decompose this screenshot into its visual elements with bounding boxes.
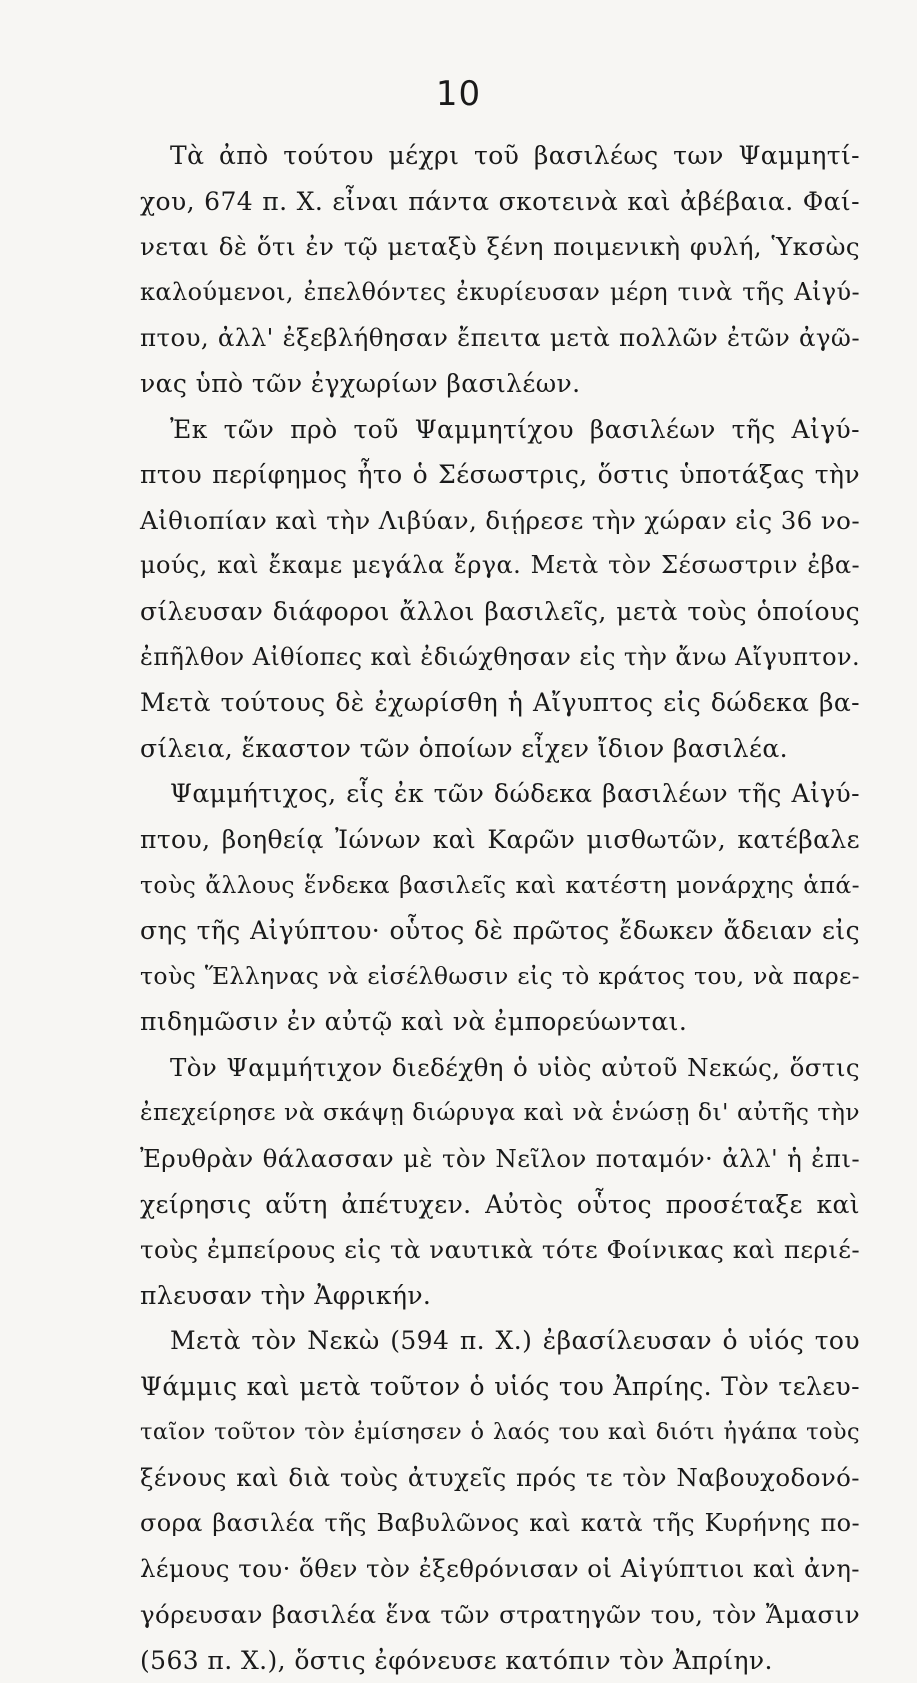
text-line: Μετὰ τὸν Νεκὼ (594 π. Χ.) ἐβασίλευσαν ὁ υἱός του xyxy=(170,1326,860,1356)
text-line: ταῖον τοῦτον τὸν ἐμίσησεν ὁ λαός του καὶ διότι ἠγάπα τοὺς xyxy=(140,1418,860,1445)
text-line: ἐπῆλθον Αἰθίοπες καὶ ἐδιώχθησαν εἰς τὴν ἄνω Αἴγυπτον. xyxy=(140,642,860,671)
text-line: Τὰ ἀπὸ τούτου μέχρι τοῦ βασιλέως των Ψαμμητί- xyxy=(170,141,860,170)
text-line: (563 π. Χ.), ὅστις ἐφόνευσε κατόπιν τὸν Ἀπρίην. xyxy=(140,1645,773,1675)
text-line: μούς, καὶ ἔκαμε μεγάλα ἔργα. Μετὰ τὸν Σέσωστριν ἐβα- xyxy=(140,551,860,580)
text-line: πιδημῶσιν ἐν αὐτῷ καὶ νὰ ἐμπορεύωνται. xyxy=(140,1007,688,1037)
text-line: πτου, βοηθείᾳ Ἰώνων καὶ Καρῶν μισθωτῶν, κατέβαλε xyxy=(140,824,860,854)
text-line: Μετὰ τούτους δὲ ἐχωρίσθη ἡ Αἴγυπτος εἰς δώδεκα βα- xyxy=(140,688,860,718)
text-line: καλούμενοι, ἐπελθόντες ἐκυρίευσαν μέρη τινὰ τῆς Αἰγύ- xyxy=(140,277,860,306)
text-line: χείρησις αὕτη ἀπέτυχεν. Αὐτὸς οὗτος προσέταξε καὶ xyxy=(140,1189,860,1219)
text-line: Τὸν Ψαμμήτιχον διεδέχθη ὁ υἱὸς αὐτοῦ Νεκώς, ὅστις xyxy=(170,1052,860,1082)
text-line: ξένους καὶ διὰ τοὺς ἀτυχεῖς πρός τε τὸν Ναβουχοδονό- xyxy=(140,1463,860,1493)
text-line: σορα βασιλέα τῆς Βαβυλῶνος καὶ κατὰ τῆς Κυρήνης πο- xyxy=(140,1508,860,1537)
text-line: τοὺς Ἕλληνας νὰ εἰσέλθωσιν εἰς τὸ κράτος του, νὰ παρε- xyxy=(140,961,860,990)
text-line: πτου, ἀλλ' ἐξεβλήθησαν ἔπειτα μετὰ πολλῶν ἐτῶν ἀγῶ- xyxy=(140,323,860,353)
text-line: σης τῆς Αἰγύπτου· οὗτος δὲ πρῶτος ἔδωκεν ἄδειαν εἰς xyxy=(140,916,860,946)
text-line: πτου περίφημος ἦτο ὁ Σέσωστρις, ὅστις ὑποτάξας τὴν xyxy=(140,460,860,490)
text-line: Ἐρυθρὰν θάλασσαν μὲ τὸν Νεῖλον ποταμόν· ἀλλ' ἡ ἐπι- xyxy=(140,1144,860,1174)
text-line: νας ὑπὸ τῶν ἐγχωρίων βασιλέων. xyxy=(140,368,581,398)
body-text xyxy=(140,133,860,1683)
text-line: Ψάμμις καὶ μετὰ τοῦτον ὁ υἱός του Ἀπρίης. Τὸν τελευ- xyxy=(140,1372,860,1402)
text-line: Ἐκ τῶν πρὸ τοῦ Ψαμμητίχου βασιλέων τῆς Αἰγύ- xyxy=(170,414,860,444)
text-line: πλευσαν τὴν Ἀφρικήν. xyxy=(140,1280,432,1310)
text-line: τοὺς ἄλλους ἕνδεκα βασιλεῖς καὶ κατέστη μονάρχης ἁπά- xyxy=(140,870,860,899)
text-line: ἐπεχείρησε νὰ σκάψῃ διώρυγα καὶ νὰ ἑνώσῃ δι' αὐτῆς τὴν xyxy=(140,1098,860,1127)
text-line: σίλευσαν διάφοροι ἄλλοι βασιλεῖς, μετὰ τοὺς ὁποίους xyxy=(140,596,860,626)
text-line: τοὺς ἐμπείρους εἰς τὰ ναυτικὰ τότε Φοίνικας καὶ περιέ- xyxy=(140,1235,860,1265)
text-line: σίλεια, ἕκαστον τῶν ὁποίων εἶχεν ἴδιον βασιλέα. xyxy=(140,733,788,763)
text-line: Ψαμμήτιχος, εἷς ἐκ τῶν δώδεκα βασιλέων τῆς Αἰγύ- xyxy=(170,779,860,809)
text-line: λέμους του· ὅθεν τὸν ἐξεθρόνισαν οἱ Αἰγύπτιοι καὶ ἀνη- xyxy=(140,1554,860,1584)
text-line: Αἰθιοπίαν καὶ τὴν Λιβύαν, διῄρεσε τὴν χώραν εἰς 36 νο- xyxy=(140,505,860,535)
page-number: 10 xyxy=(435,74,482,114)
text-line: νεται δὲ ὅτι ἐν τῷ μεταξὺ ξένη ποιμενικὴ φυλή, Ὑκσὼς xyxy=(140,232,860,262)
text-line: χου, 674 π. Χ. εἶναι πάντα σκοτεινὰ καὶ ἀβέβαια. Φαί- xyxy=(140,186,860,216)
text-line: γόρευσαν βασιλέα ἕνα τῶν στρατηγῶν του, τὸν Ἄμασιν xyxy=(140,1600,860,1629)
